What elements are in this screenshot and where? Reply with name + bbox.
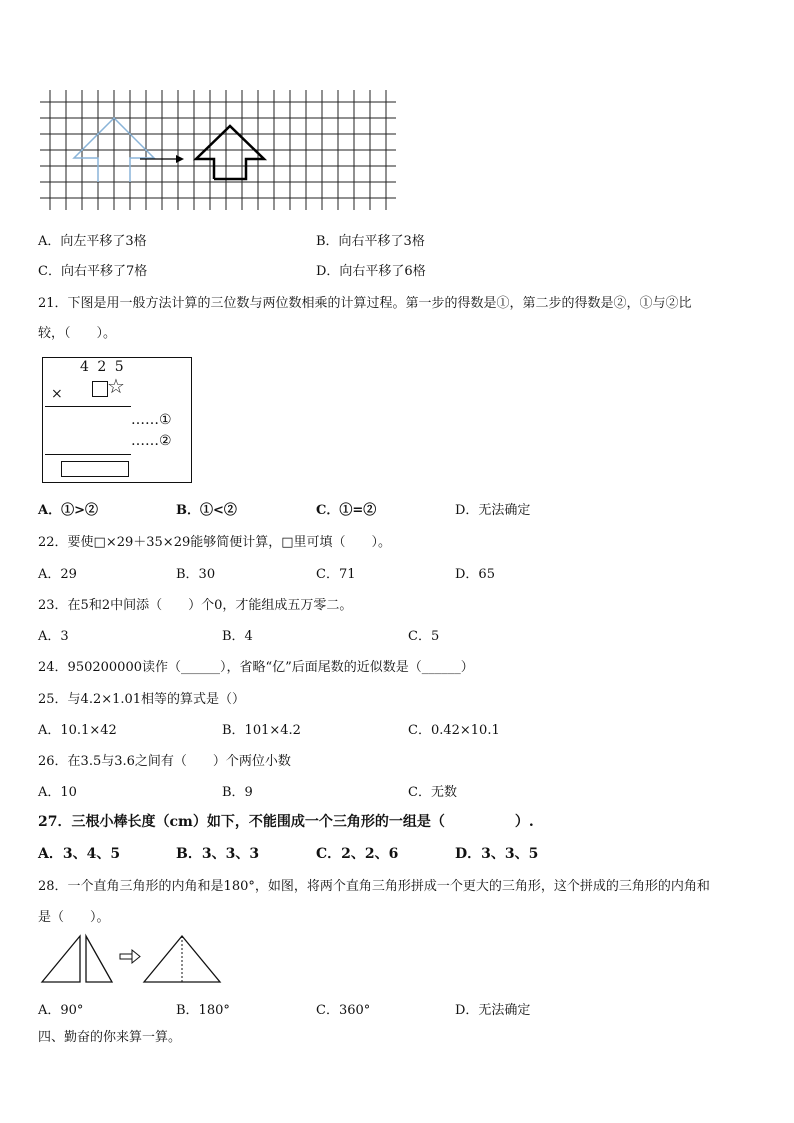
q22-option-b[interactable]: B．30	[176, 567, 216, 582]
q21-times-sign: ×	[51, 386, 63, 402]
q25-text: 25．与4.2×1.01相等的算式是（）	[38, 692, 246, 707]
q21-multiplication-figure	[42, 357, 192, 483]
q20-option-a[interactable]: A．向左平移了3格	[38, 234, 147, 249]
q26-text: 26．在3.5与3.6之间有（ ）个两位小数	[38, 754, 291, 769]
q21-step1-label: ……①	[131, 412, 172, 428]
q23-option-b[interactable]: B．4	[222, 629, 253, 644]
q27-option-d[interactable]: D．3、3、5	[455, 846, 539, 862]
q28-option-c[interactable]: C．360°	[316, 1003, 371, 1018]
q23-option-a[interactable]: A．3	[38, 629, 69, 644]
arrow-right-icon	[120, 950, 140, 963]
q22-text: 22．要使□×29＋35×29能够简便计算，□里可填（ ）。	[38, 535, 392, 550]
q27-option-b[interactable]: B．3、3、3	[176, 846, 260, 862]
q24-text: 24．950200000读作（______），省略“亿”后面尾数的近似数是（______）	[38, 660, 474, 675]
q21-option-a[interactable]: A．①>②	[38, 503, 98, 518]
q26-option-b[interactable]: B．9	[222, 785, 253, 800]
q21-box-digit	[92, 381, 108, 397]
q27-text: 27．三根小棒长度（cm）如下，不能围成一个三角形的一组是（ ）.	[38, 814, 534, 830]
q22-option-a[interactable]: A．29	[38, 567, 77, 582]
q21-line-bottom	[45, 454, 131, 455]
q23-text: 23．在5和2中间添（ ）个0，才能组成五万零二。	[38, 598, 353, 613]
q20-option-c[interactable]: C．向右平移了7格	[38, 264, 148, 279]
right-triangle-left	[42, 936, 80, 982]
q28-option-a[interactable]: A．90°	[38, 1003, 84, 1018]
section4-title: 四、勤奋的你来算一算。	[38, 1030, 182, 1045]
q28-text-line2: 是（ ）。	[38, 910, 110, 925]
q28-option-b[interactable]: B．180°	[176, 1003, 230, 1018]
q21-text-line2: 较，（ ）。	[38, 326, 117, 341]
q21-option-d[interactable]: D．无法确定	[455, 503, 531, 518]
q25-option-a[interactable]: A．10.1×42	[38, 723, 117, 738]
q21-text-line1: 21．下图是用一般方法计算的三位数与两位数相乘的计算过程。第一步的得数是①，第二步的得数是②，①与②比	[38, 296, 692, 311]
q27-option-c[interactable]: C．2、2、6	[316, 846, 399, 862]
q26-option-a[interactable]: A．10	[38, 785, 77, 800]
q26-option-c[interactable]: C．无数	[408, 785, 457, 800]
q28-triangles-figure	[40, 932, 230, 986]
q22-option-d[interactable]: D．65	[455, 567, 495, 582]
q22-option-c[interactable]: C．71	[316, 567, 356, 582]
q25-option-c[interactable]: C．0.42×10.1	[408, 723, 500, 738]
q21-option-c[interactable]: C．①=②	[316, 503, 377, 518]
q21-step2-label: ……②	[131, 433, 172, 449]
q21-option-b[interactable]: B．①<②	[176, 503, 237, 518]
q21-multiplicand: 4 2 5	[80, 359, 126, 375]
right-triangle-right	[86, 936, 112, 982]
q28-text-line1: 28．一个直角三角形的内角和是180°，如图，将两个直角三角形拼成一个更大的三角形，这个拼成的三角形的内角和	[38, 879, 710, 894]
q21-result-box	[61, 461, 129, 477]
q20-option-b[interactable]: B．向右平移了3格	[316, 234, 425, 249]
q28-option-d[interactable]: D．无法确定	[455, 1003, 531, 1018]
q27-option-a[interactable]: A．3、4、5	[38, 846, 121, 862]
q21-line-top	[45, 406, 131, 407]
combined-triangle	[144, 936, 220, 982]
q21-star-icon: ☆	[107, 374, 125, 398]
q25-option-b[interactable]: B．101×4.2	[222, 723, 301, 738]
q20-option-d[interactable]: D．向右平移了6格	[316, 264, 426, 279]
translation-grid-figure	[40, 90, 400, 210]
q23-option-c[interactable]: C．5	[408, 629, 440, 644]
